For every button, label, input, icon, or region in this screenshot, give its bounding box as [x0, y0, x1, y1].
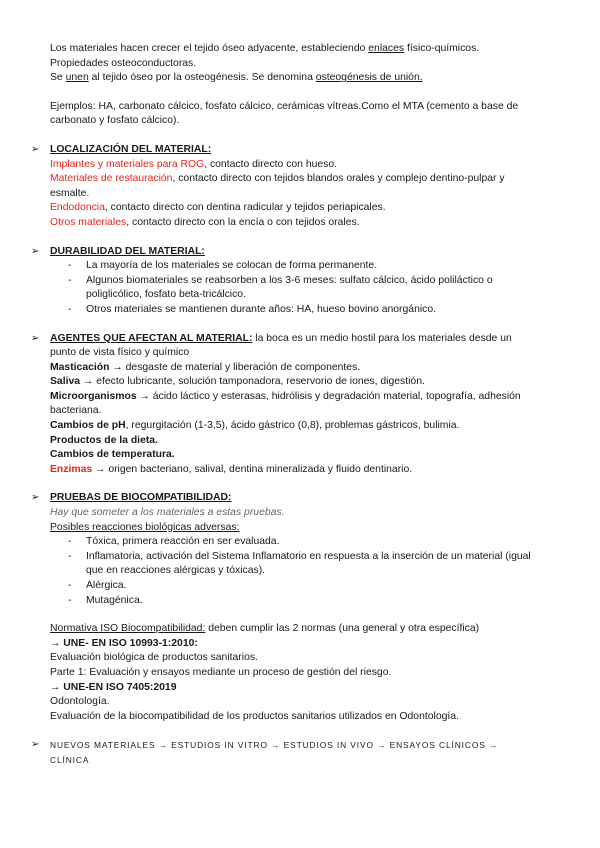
bullet-arrow-icon: ➢ — [31, 245, 40, 257]
list-item: Microorganismos → ácido láctico y esterasas, hidrólisis y degradación material, topografía, adhesión bacteriana. — [50, 390, 521, 417]
list-item: Cambios de temperatura. — [50, 449, 175, 461]
list-item: - Tóxica, primera reacción en ser evaluada. — [86, 535, 540, 550]
iso1-desc: Parte 1: Evaluación y ensayos mediante un proceso de gestión del riesgo. — [50, 666, 392, 678]
list-item: Materiales de restauración, contacto directo con tejidos blandos orales y complejo dentino-pulpar y esmalte. — [50, 173, 505, 199]
dash-list — [50, 259, 540, 317]
intro-line-2: Propiedades osteoconductoras. — [50, 57, 197, 69]
iso-standard-2: → UNE-EN ISO 7405:2019 — [50, 681, 177, 693]
list-item: Endodoncia, contacto directo con dentina radicular y tejidos periapicales. — [50, 202, 386, 214]
reacciones-title: Posibles reacciones biológicas adversas: — [50, 521, 240, 533]
list-item: Enzimas → origen bacteriano, salival, dentina mineralizada y fluido dentinario. — [50, 463, 413, 475]
list-item: - La mayoría de los materiales se colocan de forma permanente. — [86, 259, 540, 274]
list-item: Implantes y materiales para ROG, contacto directo con hueso. — [50, 158, 338, 170]
intro-ejemplos: Ejemplos: HA, carbonato cálcico, fosfato cálcico, cerámicas vítreas.Como el MTA (cemento a base de carbonato y fosfato cálcico). — [50, 100, 519, 127]
bullet-arrow-icon: ➢ — [31, 332, 40, 344]
nuevos-materiales-flow: NUEVOS MATERIALES → ESTUDIOS IN VITRO → ESTUDIOS IN VIVO → ENSAYOS CLÍNICOS → CLÍNICA — [50, 740, 499, 765]
list-item: Cambios de pH, regurgitación (1-3,5), ácido gástrico (0,8), problemas gástricos, bulimia. — [50, 420, 460, 432]
section-title: DURABILIDAD DEL MATERIAL: — [50, 245, 205, 257]
list-item: - Otros materiales se mantienen durante años: HA, hueso bovino anorgánico. — [86, 303, 540, 318]
iso2-desc: Evaluación de la biocompatibilidad de los productos sanitarios utilizados en Odontología. — [50, 710, 459, 722]
section-title: PRUEBAS DE BIOCOMPATIBILIDAD: — [50, 492, 232, 504]
iso1-desc: Evaluación biológica de productos sanitarios. — [50, 652, 258, 664]
section-nuevos — [31, 738, 540, 767]
list-item: - Inflamatoria, activación del Sistema Inflamatorio en respuesta a la inserción de un material (igual que en reacciones alérgicas y tóxicas). — [86, 550, 540, 579]
iso-standard-1: → UNE- EN ISO 10993-1:2010: — [50, 637, 198, 649]
intro-line-1: Los materiales hacen crecer el tejido óseo adyacente, estableciendo enlaces físico-químicos. — [50, 43, 480, 54]
section-pruebas — [31, 491, 540, 724]
normativa-line: Normativa ISO Biocompatibilidad: deben cumplir las 2 normas (una general y otra específica) — [50, 623, 480, 635]
section-durabilidad — [31, 245, 540, 318]
intro-line-3: Se unen al tejido óseo por la osteogénesis. Se denomina osteogénesis de unión. — [50, 72, 423, 84]
list-item: - Alérgica. — [86, 579, 540, 594]
bullet-arrow-icon: ➢ — [31, 739, 40, 751]
bullet-arrow-icon: ➢ — [31, 492, 40, 504]
section-heading-line: AGENTES QUE AFECTAN AL MATERIAL: la boca es un medio hostil para los materiales desde un punto de vista físico y químico — [50, 332, 512, 359]
list-item: Otros materiales, contacto directo con la encía o con tejidos orales. — [50, 216, 360, 228]
list-item: - Mutagénica. — [86, 594, 540, 609]
section-agentes — [31, 332, 540, 478]
enlaces-link: enlaces — [368, 43, 405, 54]
list-item: - Algunos biomateriales se reabsorben a los 3-6 meses: sulfato cálcico, ácido poliláctico o poliglicólico, fosfato beta-tricálcico. — [86, 274, 540, 303]
section-subtitle: Hay que someter a los materiales a estas pruebas. — [50, 507, 285, 519]
list-item: Masticación → desgaste de material y liberación de componentes. — [50, 361, 361, 373]
bullet-arrow-icon: ➢ — [31, 143, 40, 155]
section-localizacion — [31, 143, 540, 231]
list-item: Saliva → efecto lubricante, solución tamponadora, reservorio de iones, digestión. — [50, 376, 425, 388]
dash-list — [50, 535, 540, 608]
list-item: Productos de la dieta. — [50, 434, 158, 446]
iso2-desc: Odontología. — [50, 696, 110, 708]
section-title: LOCALIZACIÓN DEL MATERIAL: — [50, 143, 212, 155]
